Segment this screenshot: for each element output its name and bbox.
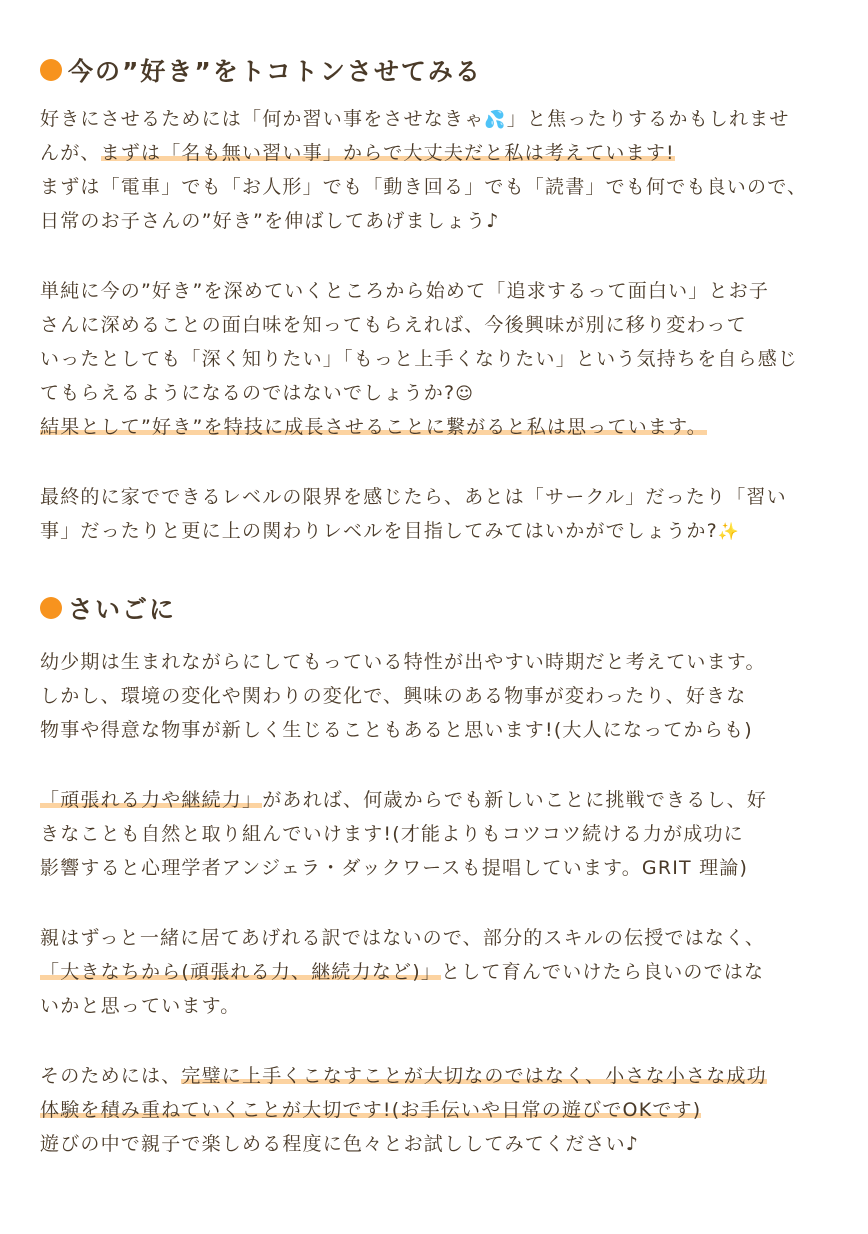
paragraph (40, 645, 840, 747)
paragraph (40, 783, 840, 885)
highlighted-text: 結果として”好き”を特技に成長させることに繋がると私は思っています。 (40, 416, 707, 438)
highlighted-text: 「頑張れる力や継続力」 (40, 789, 263, 811)
orange-bullet-icon (40, 59, 62, 81)
paragraph (40, 480, 840, 548)
orange-bullet-icon (40, 597, 62, 619)
text-span: そのためには、 (40, 1065, 182, 1087)
text-line: 遊びの中で親子で楽しめる程度に色々とお試ししてみてください♪ (40, 1133, 640, 1155)
sparkles-icon: ✨ (717, 522, 741, 542)
highlighted-text: 体験を積み重ねていくことが大切です!(お手伝いや日常の遊びでOKです) (40, 1099, 702, 1121)
text-line: 日常のお子さんの”好き”を伸ばしてあげましょう♪ (40, 210, 500, 232)
text-line: しかし、環境の変化や関わりの変化で、興味のある物事が変わったり、好きな (40, 685, 747, 707)
text-line: さんに深めることの面白味を知ってもらえれば、今後興味が別に移り変わって (40, 314, 747, 336)
paragraph (40, 921, 840, 1023)
text-span: 好きにさせるためには「何か習い事をさせなきゃ (40, 108, 485, 130)
paragraph (40, 274, 840, 444)
text-span: 」と焦ったりするかもしれませ (506, 108, 790, 130)
text-line (40, 376, 840, 410)
paragraph (40, 1059, 840, 1161)
text-line: 幼少期は生まれながらにしてもっている特性が出やすい時期だと考えています。 (40, 651, 766, 673)
text-line: 影響すると心理学者アンジェラ・ダックワースも提唱しています。GRIT 理論) (40, 857, 749, 879)
sweat-drops-icon: 💦 (484, 110, 507, 130)
text-span: てもらえるようになるのではないでしょうか? (40, 382, 456, 404)
text-line: 親はずっと一緒に居てあげれる訳ではないので、部分的スキルの伝授ではなく、 (40, 927, 766, 949)
text-line (40, 955, 840, 989)
highlighted-text: まずは「名も無い習い事」からで大丈夫だと私は考えています! (100, 142, 675, 164)
text-span: として育んでいけたら良いのではな (441, 961, 765, 983)
text-span: があれば、何歳からでも新しいことに挑戦できるし、好 (262, 789, 768, 811)
highlighted-text: 「大きなちから(頑張れる力、継続力など)」 (40, 961, 442, 983)
text-line: 単純に今の”好き”を深めていくところから始めて「追求するって面白い」とお子 (40, 280, 770, 302)
heading-text: 今の”好き”をトコトンさせてみる (68, 57, 482, 86)
text-line: いかと思っています。 (40, 995, 241, 1017)
paragraph (40, 102, 840, 238)
text-line: いったとしても「深く知りたい」「もっと上手くなりたい」という気持ちを自ら感じ (40, 348, 799, 370)
text-span: 事」だったりと更に上の関わりレベルを目指してみてはいかがでしょうか? (40, 520, 718, 542)
text-line: まずは「電車」でも「お人形」でも「動き回る」でも「読書」でも何でも良いので、 (40, 176, 808, 198)
text-line: きなことも自然と取り組んでいけます!(才能よりもコツコツ続ける力が成功に (40, 823, 744, 845)
text-line (40, 102, 840, 136)
heading-text: さいごに (68, 595, 177, 624)
text-line (40, 410, 840, 444)
text-span: んが、 (40, 142, 101, 164)
text-line: 最終的に家でできるレベルの限界を感じたら、あとは「サークル」だったり「習い (40, 486, 787, 508)
smiley-face-icon: ☺ (455, 384, 475, 404)
text-line (40, 1059, 840, 1093)
text-line: 物事や得意な物事が新しく生じることもあると思います!(大人になってからも) (40, 719, 753, 741)
text-line (40, 783, 840, 817)
text-line (40, 1093, 840, 1127)
text-line (40, 514, 840, 548)
section-heading (40, 52, 482, 88)
text-line (40, 136, 840, 170)
highlighted-text: 完璧に上手くこなすことが大切なのではなく、小さな小さな成功 (181, 1065, 767, 1087)
section-heading (40, 590, 176, 626)
